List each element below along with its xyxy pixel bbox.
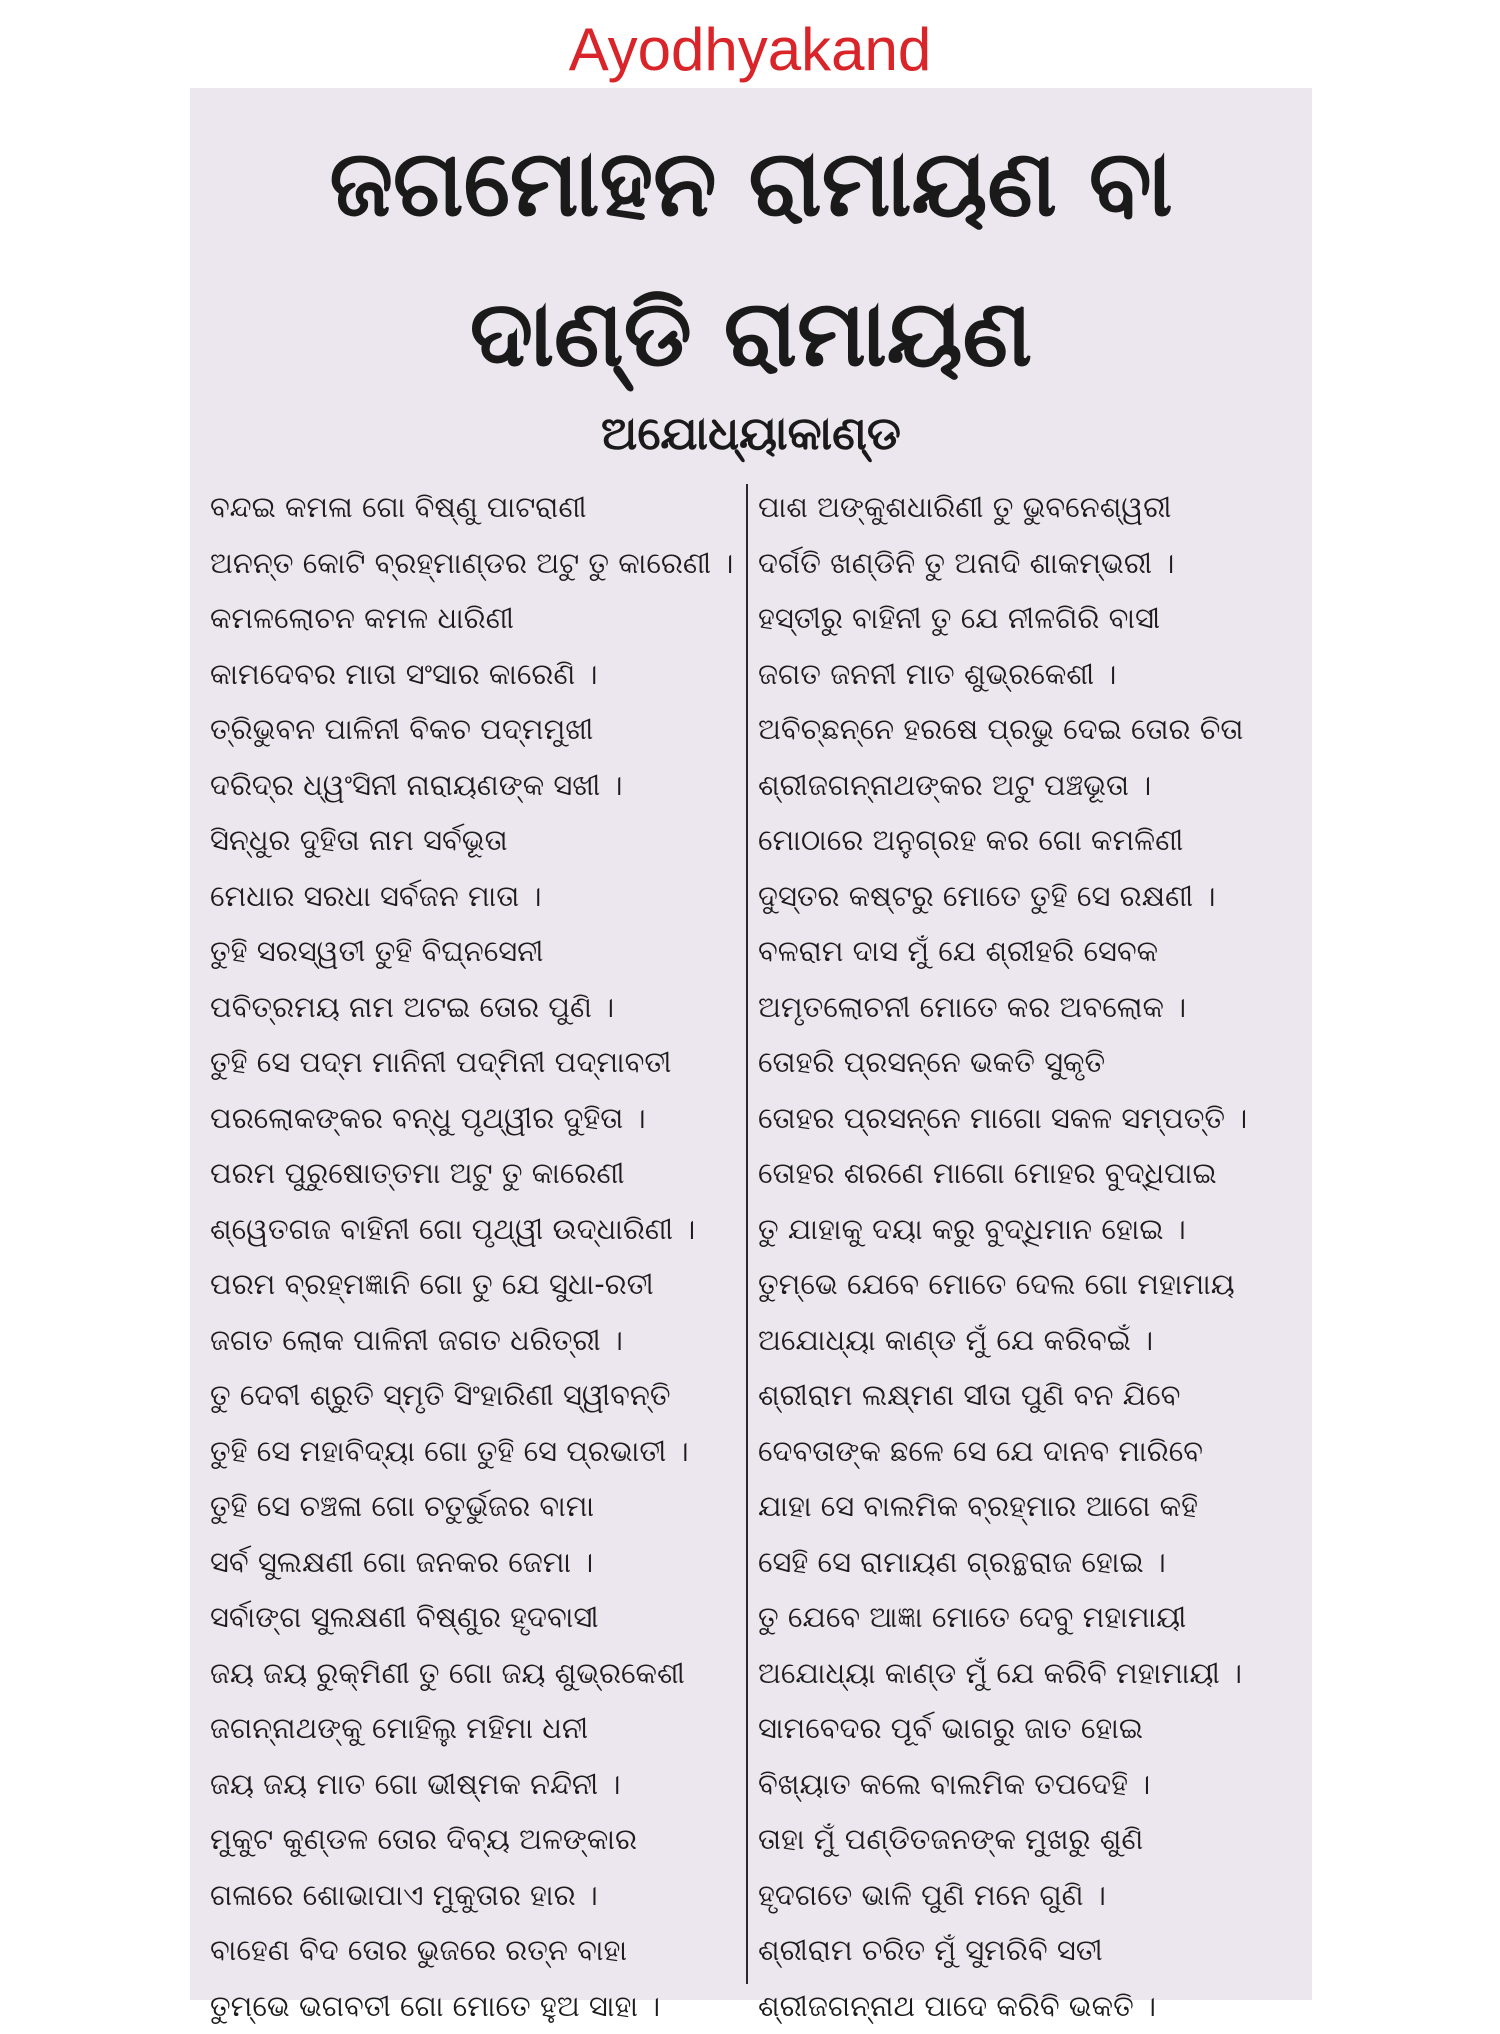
verse-line: ତୁ ଦେବୀ ଶ୍ରୁତି ସ୍ମୃତି ସିଂହାରିଣୀ ସ୍ୱୀବନ୍ତି	[210, 1368, 736, 1424]
verse-line: ଅମୃତଲୋଚନୀ ମୋତେ କର ଅବଲୋକ ।	[758, 980, 1298, 1036]
verse-line: ବାହେଣ ବିଦ ତୋର ଭୁଜରେ ରତ୍ନ ବାହା	[210, 1923, 736, 1979]
verse-line: ତୁହି ସେ ଚଞ୍ଚଳା ଗୋ ଚତୁର୍ଭୁଜର ବାମା	[210, 1479, 736, 1535]
verse-line: ତାହା ମୁଁ ପଣ୍ଡିତଜନଙ୍କ ମୁଖରୁ ଶୁଣି	[758, 1812, 1298, 1868]
verse-line: ଶ୍ରୀରାମ ଲକ୍ଷ୍ମଣ ସୀତା ପୁଣି ବନ ଯିବେ	[758, 1368, 1298, 1424]
headline-line-2: ଦାଣ୍ଡି ରାମାୟଣ	[190, 266, 1312, 402]
verse-line: ଅଯୋଧ୍ୟା କାଣ୍ଡ ମୁଁ ଯେ କରିବି ମହାମାୟୀ ।	[758, 1646, 1298, 1702]
verse-line: ସିନ୍ଧୁର ଦୁହିତା ନାମ ସର୍ବଭୂତା	[210, 813, 736, 869]
verse-line: ଅବିଚ୍ଛନ୍ନେ ହରଷେ ପ୍ରଭୁ ଦେଇ ତୋର ଚିତା	[758, 702, 1298, 758]
verse-line: ଜଗନ୍ନାଥଙ୍କୁ ମୋହିଲୁ ମହିମା ଧନୀ	[210, 1701, 736, 1757]
verse-line: ମେଧାର ସରଧା ସର୍ବଜନ ମାତା ।	[210, 869, 736, 925]
verse-line: ଅଯୋଧ୍ୟା କାଣ୍ଡ ମୁଁ ଯେ କରିବଇଁ ।	[758, 1313, 1298, 1369]
verse-line: ତ୍ରିଭୁବନ ପାଳିନୀ ବିକଚ ପଦ୍ମମୁଖୀ	[210, 702, 736, 758]
verse-line: ତୁ ଯେବେ ଆଜ୍ଞା ମୋତେ ଦେବୁ ମହାମାୟୀ	[758, 1590, 1298, 1646]
verse-line: ଶ୍ରୀଜଗନ୍ନାଥ ପାଦେ କରିବି ଭକତି ।	[758, 1979, 1298, 2034]
verse-line: ମୋଠାରେ ଅନୁଗ୍ରହ କର ଗୋ କମଳିଣୀ	[758, 813, 1298, 869]
verse-line: ସେହି ସେ ରାମାୟଣ ଗ୍ରନ୍ଥରାଜ ହୋଇ ।	[758, 1535, 1298, 1591]
verse-line: ତୁହି ସେ ମହାବିଦ୍ୟା ଗୋ ତୁହି ସେ ପ୍ରଭାତୀ ।	[210, 1424, 736, 1480]
verse-line: ହସ୍ତୀରୁ ବାହିନୀ ତୁ ଯେ ନୀଳଗିରି ବାସୀ	[758, 591, 1298, 647]
verse-line: ଜଗତ ଲୋକ ପାଳିନୀ ଜଗତ ଧରିତ୍ରୀ ।	[210, 1313, 736, 1369]
verse-line: ଶ୍ରୀଜଗନ୍ନାଥଙ୍କର ଅଟୁ ପଞ୍ଚଭୂତା ।	[758, 758, 1298, 814]
verse-line: ତୁ ଯାହାକୁ ଦୟା କରୁ ବୁଦ୍ଧିମାନ ହୋଇ ।	[758, 1202, 1298, 1258]
verse-line: ବନ୍ଦଇ କମଳା ଗୋ ବିଷ୍ଣୁ ପାଟରାଣୀ	[210, 480, 736, 536]
verse-line: କାମଦେବର ମାତା ସଂସାର କାରେଣି ।	[210, 647, 736, 703]
verse-line: ସର୍ବାଙ୍ଗ ସୁଲକ୍ଷଣୀ ବିଷ୍ଣୁର ହୃଦବାସୀ	[210, 1590, 736, 1646]
verse-line: ତୁହି ସରସ୍ୱତୀ ତୁହି ବିଘ୍ନସେନୀ	[210, 924, 736, 980]
newspaper-clipping	[190, 88, 1312, 2000]
verse-line: ତୁମ୍ଭେ ଯେବେ ମୋତେ ଦେଲ ଗୋ ମହାମାୟ	[758, 1257, 1298, 1313]
verse-line: ଦେବତାଙ୍କ ଛଳେ ସେ ଯେ ଦାନବ ମାରିବେ	[758, 1424, 1298, 1480]
verse-line: ପବିତ୍ରମୟ ନାମ ଅଟଇ ତୋର ପୁଣି ।	[210, 980, 736, 1036]
section-title: ଅଯୋଧ୍ୟାକାଣ୍ଡ	[190, 396, 1312, 470]
headline-line-1: ଜଗମୋହନ ରାମାୟଣ ବା	[190, 116, 1312, 252]
verse-line: ପରଲୋକଙ୍କର ବନ୍ଧୁ ପୃଥ୍ୱୀର ଦୁହିତା ।	[210, 1091, 736, 1147]
left-column	[210, 480, 736, 2034]
verse-line: ପରମ ବ୍ରହ୍ମଜ୍ଞାନି ଗୋ ତୁ ଯେ ସୁଧା-ରତୀ	[210, 1257, 736, 1313]
verse-line: ସର୍ବ ସୁଲକ୍ଷଣୀ ଗୋ ଜନକର ଜେମା ।	[210, 1535, 736, 1591]
verse-line: ବଳରାମ ଦାସ ମୁଁ ଯେ ଶ୍ରୀହରି ସେବକ	[758, 924, 1298, 980]
verse-line: ଶ୍ରୀରାମ ଚରିତ ମୁଁ ସୁମରିବି ସତୀ	[758, 1923, 1298, 1979]
page-label: Ayodhyakand	[0, 12, 1500, 88]
verse-line: ଦୁସ୍ତର କଷ୍ଟରୁ ମୋତେ ତୁହି ସେ ରକ୍ଷଣୀ ।	[758, 869, 1298, 925]
verse-line: ଜୟ ଜୟ ରୁକ୍ମିଣୀ ତୁ ଗୋ ଜୟ ଶୁଭ୍ରକେଶୀ	[210, 1646, 736, 1702]
verse-line: ହୃଦଗତେ ଭାଳି ପୁଣି ମନେ ଗୁଣି ।	[758, 1868, 1298, 1924]
verse-line: ଗଳାରେ ଶୋଭାପାଏ ମୁକୁତାର ହାର ।	[210, 1868, 736, 1924]
verse-line: ପରମ ପୁରୁଷୋତ୍ତମା ଅଟୁ ତୁ କାରେଣୀ	[210, 1146, 736, 1202]
verse-line: ସାମବେଦର ପୂର୍ବ ଭାଗରୁ ଜାତ ହୋଇ	[758, 1701, 1298, 1757]
right-column	[758, 480, 1298, 2034]
verse-line: ମୁକୁଟ କୁଣ୍ଡଳ ତୋର ଦିବ୍ୟ ଅଳଙ୍କାର	[210, 1812, 736, 1868]
column-divider	[746, 484, 748, 1984]
verse-line: ଅନନ୍ତ କୋଟି ବ୍ରହ୍ମାଣ୍ଡର ଅଟୁ ତୁ କାରେଣୀ ।	[210, 536, 736, 592]
verse-line: ତୁହି ସେ ପଦ୍ମ ମାନିନୀ ପଦ୍ମିନୀ ପଦ୍ମାବତୀ	[210, 1035, 736, 1091]
verse-line: ଶ୍ୱେତଗଜ ବାହିନୀ ଗୋ ପୃଥ୍ୱୀ ଉଦ୍ଧାରିଣୀ ।	[210, 1202, 736, 1258]
verse-line: ଜୟ ଜୟ ମାତ ଗୋ ଭୀଷ୍ମକ ନନ୍ଦିନୀ ।	[210, 1757, 736, 1813]
verse-line: ଦରିଦ୍ର ଧ୍ୱଂସିନୀ ନାରାୟଣଙ୍କ ସଖୀ ।	[210, 758, 736, 814]
verse-line: ବିଖ୍ୟାତ କଲେ ବାଲମିକ ତପଦେହି ।	[758, 1757, 1298, 1813]
verse-line: ତୋହର ପ୍ରସନ୍ନେ ମାଗୋ ସକଳ ସମ୍ପତ୍ତି ।	[758, 1091, 1298, 1147]
verse-line: ତୋହରି ପ୍ରସନ୍ନେ ଭକତି ସୁକୃତି	[758, 1035, 1298, 1091]
verse-line: ତୋହର ଶରଣେ ମାଗୋ ମୋହର ବୁଦ୍ଧିପାଇ	[758, 1146, 1298, 1202]
verse-line: ଜଗତ ଜନନୀ ମାତ ଶୁଭ୍ରକେଶୀ ।	[758, 647, 1298, 703]
verse-line: ଦର୍ଗତି ଖଣ୍ଡିନି ତୁ ଅନାଦି ଶାକମ୍ଭରୀ ।	[758, 536, 1298, 592]
verse-line: କମଳଲୋଚନ କମଳ ଧାରିଣୀ	[210, 591, 736, 647]
verse-line: ତୁମ୍ଭେ ଭଗବତୀ ଗୋ ମୋତେ ହୁଅ ସାହା ।	[210, 1979, 736, 2034]
verse-line: ଯାହା ସେ ବାଲମିକ ବ୍ରହ୍ମାର ଆଗେ କହି	[758, 1479, 1298, 1535]
verse-line: ପାଶ ଅଙ୍କୁଶଧାରିଣୀ ତୁ ଭୁବନେଶ୍ୱରୀ	[758, 480, 1298, 536]
